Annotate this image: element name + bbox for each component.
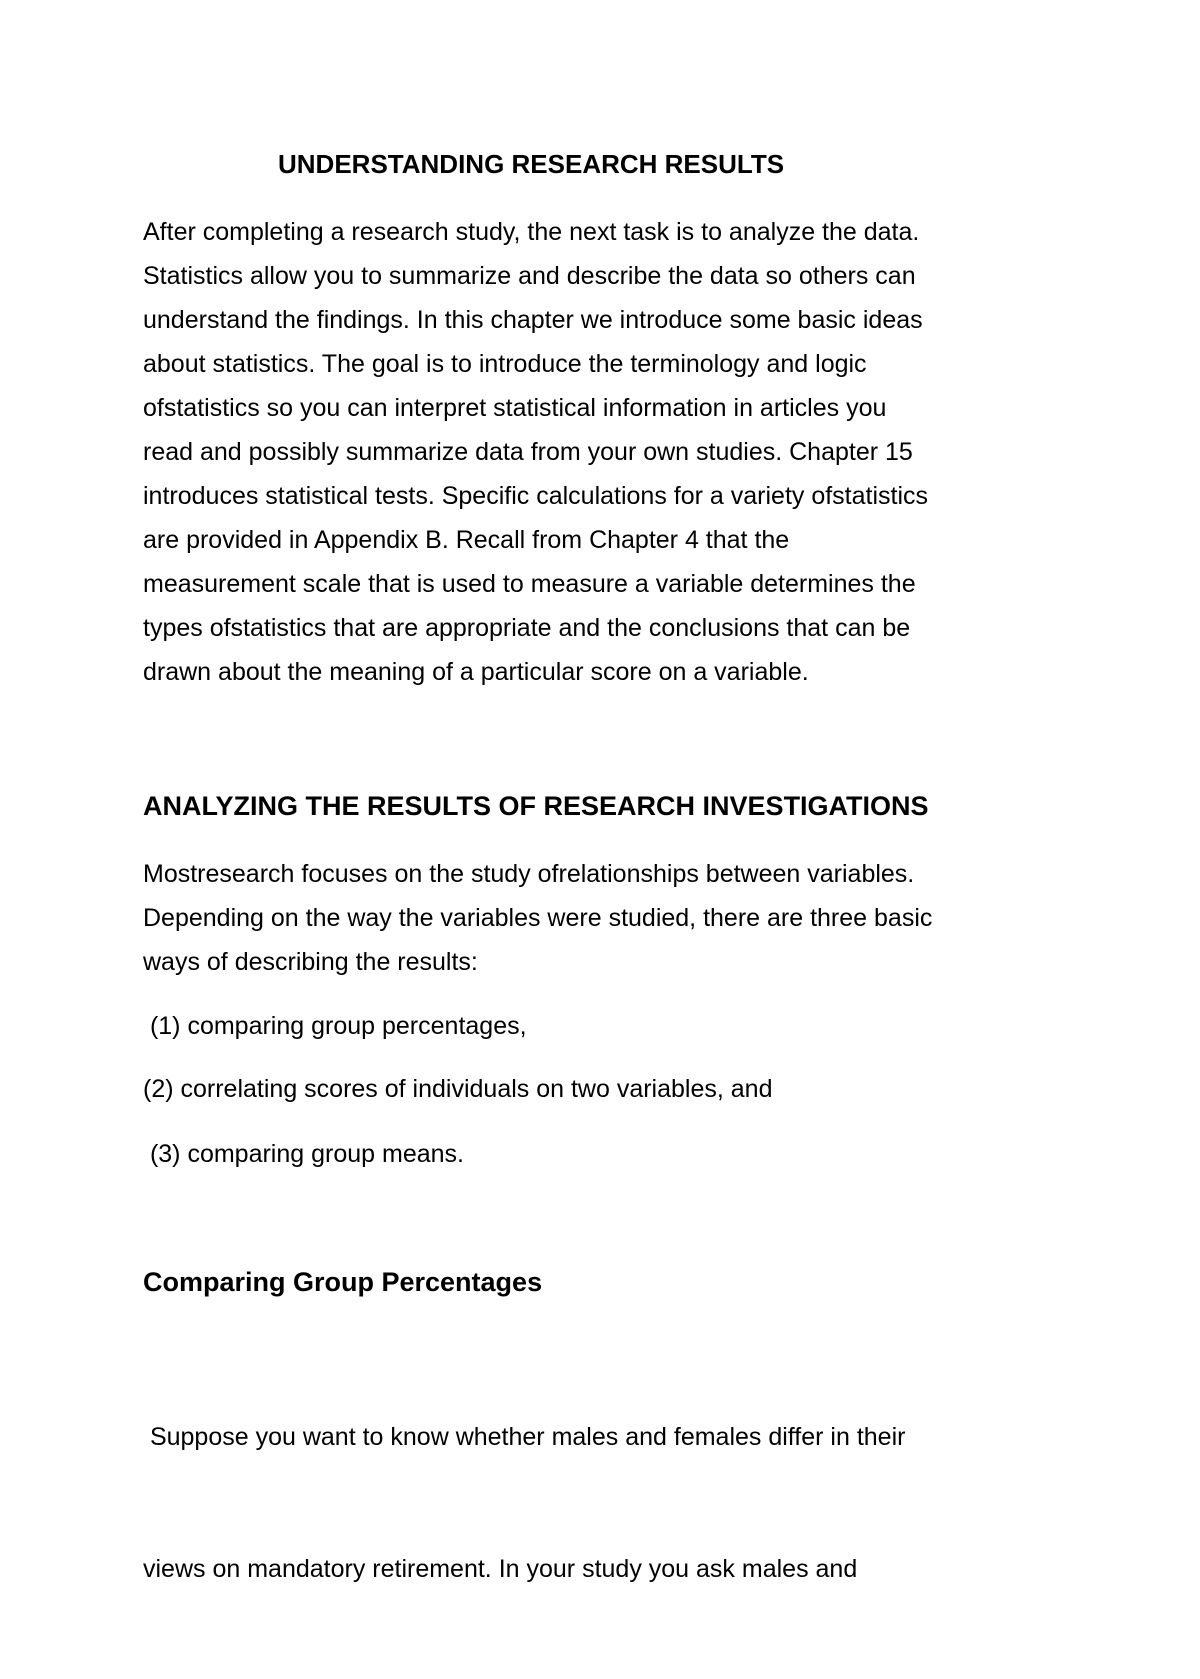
intro-line: measurement scale that is used to measure a variable determines the xyxy=(143,570,916,598)
intro-line: are provided in Appendix B. Recall from Chapter 4 that the xyxy=(143,526,790,554)
intro-line: about statistics. The goal is to introduce the terminology and logic xyxy=(143,350,867,378)
intro-line: understand the findings. In this chapter we introduce some basic ideas xyxy=(143,306,923,334)
section-heading-analyzing: ANALYZING THE RESULTS OF RESEARCH INVESTIGATIONS xyxy=(143,791,929,821)
list-item-percentages: (1) comparing group percentages, xyxy=(143,1012,527,1040)
analyzing-line: Depending on the way the variables were studied, there are three basic xyxy=(143,904,933,932)
comparing-line: views on mandatory retirement. In your study you ask males and xyxy=(143,1555,858,1583)
analyzing-paragraph xyxy=(143,852,932,984)
analyzing-line: Mostresearch focuses on the study ofrelationships between variables. xyxy=(143,860,915,888)
analyzing-line: ways of describing the results: xyxy=(143,948,478,976)
intro-line: types ofstatistics that are appropriate and the conclusions that can be xyxy=(143,614,911,642)
intro-line: introduces statistical tests. Specific calculations for a variety ofstatistics xyxy=(143,482,929,510)
intro-line: drawn about the meaning of a particular score on a variable. xyxy=(143,658,809,686)
intro-paragraph xyxy=(143,210,928,694)
document-title: UNDERSTANDING RESEARCH RESULTS xyxy=(278,149,785,179)
intro-line: Statistics allow you to summarize and describe the data so others can xyxy=(143,262,916,290)
comparing-line: Suppose you want to know whether males and females differ in their xyxy=(143,1423,906,1451)
list-item-means: (3) comparing group means. xyxy=(143,1140,464,1168)
section-heading-comparing: Comparing Group Percentages xyxy=(143,1267,543,1297)
intro-line: read and possibly summarize data from your own studies. Chapter 15 xyxy=(143,438,913,466)
comparing-paragraph xyxy=(143,1327,905,1679)
intro-line: ofstatistics so you can interpret statistical information in articles you xyxy=(143,394,887,422)
intro-line: After completing a research study, the next task is to analyze the data. xyxy=(143,218,920,246)
list-item-correlating: (2) correlating scores of individuals on two variables, and xyxy=(143,1075,773,1103)
